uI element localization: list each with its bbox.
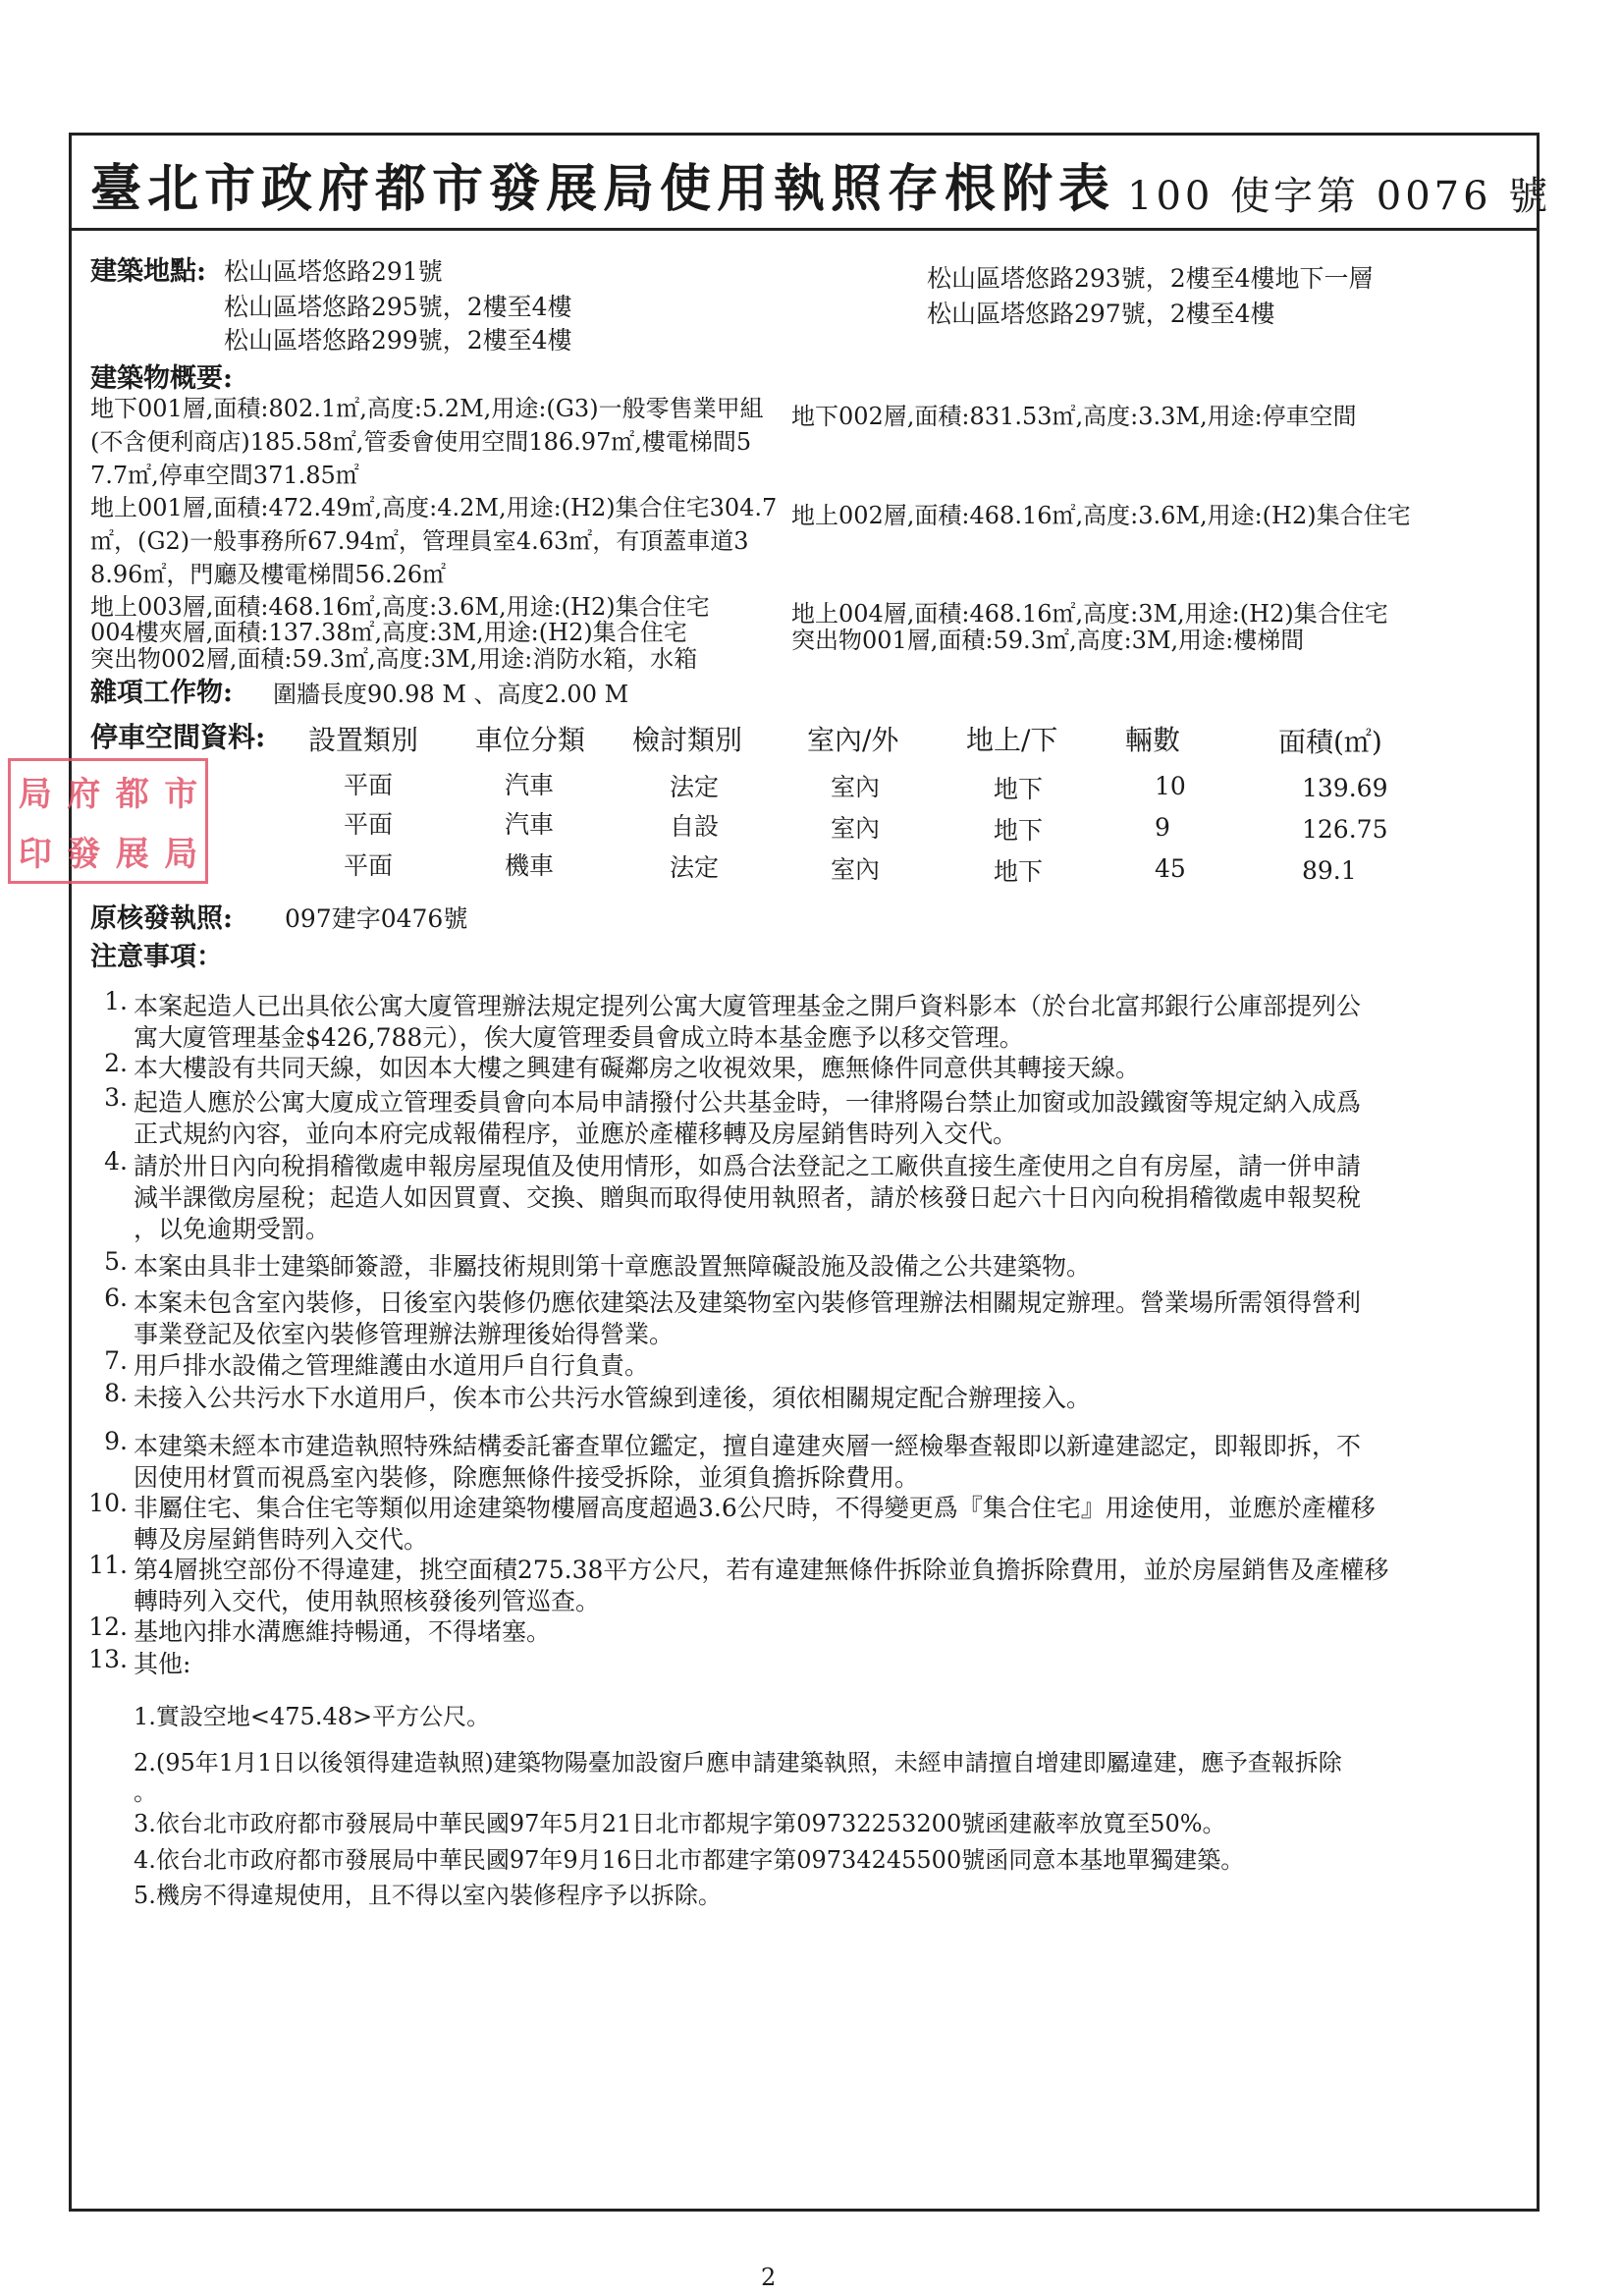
- overview-label: 建築物概要:: [90, 363, 233, 394]
- parking-col-header: 面積(㎡): [1278, 726, 1382, 758]
- note-number: 1.: [104, 987, 128, 1015]
- original-permit-value: 097建字0476號: [285, 904, 468, 933]
- overview-line: 地上004層,面積:468.16㎡,高度:3M,用途:(H2)集合住宅: [791, 600, 1388, 628]
- table-cell: 法定: [670, 773, 720, 801]
- note-text: 請於卅日內向稅捐稽徵處申報房屋現值及使用情形，如爲合法登記之工廠供直接生產使用之自有房屋，請一併申請: [134, 1152, 1362, 1180]
- table-cell: 139.69: [1302, 774, 1388, 802]
- note-number: 2.: [104, 1049, 128, 1077]
- overview-line: 7.7㎡,停車空間371.85㎡: [90, 462, 359, 489]
- other-note-text: 3.依台北市政府都市發展局中華民國97年5月21日北市都規字第09732253200號函建蔽率放寬至50%。: [134, 1810, 1226, 1837]
- other-note-text: 5.機房不得違規使用，且不得以室內裝修程序予以拆除。: [134, 1882, 722, 1909]
- note-number: 5.: [104, 1247, 128, 1276]
- note-text: 未接入公共污水下水道用戶，俟本市公共污水管線到達後，須依相關規定配合辦理接入。: [134, 1384, 1092, 1412]
- parking-col-header: 檢討類別: [632, 724, 743, 756]
- overview-line: 地下002層,面積:831.53㎡,高度:3.3M,用途:停車空間: [791, 403, 1357, 430]
- overview-line: ㎡，(G2)一般事務所67.94㎡，管理員室4.63㎡，有頂蓋車道3: [90, 527, 749, 555]
- note-text: 非屬住宅、集合住宅等類似用途建築物樓層高度超過3.6公尺時，不得變更爲『集合住宅』用途使用，並應於產權移: [134, 1494, 1376, 1522]
- note-number: 10.: [88, 1489, 128, 1517]
- overview-line: 004樓夾層,面積:137.38㎡,高度:3M,用途:(H2)集合住宅: [90, 619, 687, 646]
- overview-line: 突出物001層,面積:59.3㎡,高度:3M,用途:樓梯間: [791, 627, 1305, 654]
- parking-label: 停車空間資料:: [90, 721, 266, 753]
- note-text: 事業登記及依室內裝修管理辦法辦理後始得營業。: [134, 1320, 675, 1348]
- note-text: 用戶排水設備之管理維護由水道用戶自行負責。: [134, 1351, 650, 1380]
- other-note-text: 4.依台北市政府都市發展局中華民國97年9月16日北市都建字第09734245500號函同意本基地單獨建築。: [134, 1846, 1245, 1874]
- overview-line: 突出物002層,面積:59.3㎡,高度:3M,用途:消防水箱，水箱: [90, 645, 698, 673]
- note-text: 轉及房屋銷售時列入交代。: [134, 1525, 429, 1554]
- overview-line: 地上001層,面積:472.49㎡,高度:4.2M,用途:(H2)集合住宅304.7: [90, 494, 778, 521]
- site-address: 松山區塔悠路297號，2樓至4樓: [927, 300, 1275, 328]
- page-number: 2: [761, 2264, 777, 2291]
- note-number: 11.: [88, 1551, 128, 1579]
- table-cell: 室內: [831, 773, 881, 801]
- note-number: 7.: [104, 1346, 128, 1375]
- table-cell: 平面: [344, 771, 394, 799]
- other-note-text: 2.(95年1月1日以後領得建造執照)建築物陽臺加設窗戶應申請建築執照，未經申請擅自增建即屬違建，應予查報拆除: [134, 1749, 1342, 1777]
- note-number: 3.: [104, 1083, 128, 1112]
- note-text: ，以免逾期受罰。: [134, 1215, 331, 1243]
- note-text: 減半課徵房屋稅；起造人如因買賣、交換、贈與而取得使用執照者，請於核發日起六十日內向稅捐稽徵處申報契稅: [134, 1183, 1362, 1212]
- official-seal-stamp: 局 府 都 市 印 發 展 局: [8, 758, 208, 884]
- overview-line: 8.96㎡，門廳及樓電梯間56.26㎡: [90, 561, 447, 588]
- site-address: 松山區塔悠路295號，2樓至4樓: [224, 293, 572, 321]
- document-title: 臺北市政府都市發展局使用執照存根附表: [90, 159, 1116, 219]
- table-cell: 地下: [994, 775, 1044, 803]
- table-cell: 自設: [670, 812, 720, 841]
- table-cell: 地下: [994, 816, 1044, 845]
- note-text: 正式規約內容，並向本府完成報備程序，並應於產權移轉及房屋銷售時列入交代。: [134, 1120, 1018, 1148]
- parking-col-header: 設置類別: [308, 724, 419, 756]
- misc-value: 圍牆長度90.98 M 、高度2.00 M: [273, 681, 629, 708]
- table-cell: 室內: [831, 855, 881, 884]
- note-number: 8.: [104, 1379, 128, 1407]
- other-note-text: 。: [134, 1778, 157, 1806]
- overview-line: (不含便利商店)185.58㎡,管委會使用空間186.97㎡,樓電梯間5: [90, 428, 752, 456]
- table-cell: 汽車: [505, 771, 555, 799]
- table-cell: 126.75: [1302, 815, 1388, 844]
- site-label: 建築地點:: [90, 256, 206, 287]
- note-text: 本大樓設有共同天線，如因本大樓之興建有礙鄰房之收視效果，應無條件同意供其轉接天線。: [134, 1054, 1141, 1082]
- table-cell: 89.1: [1302, 856, 1357, 885]
- note-number: 13.: [88, 1645, 128, 1673]
- notes-label: 注意事項：: [90, 942, 223, 972]
- note-text: 寓大廈管理基金$426,788元），俟大廈管理委員會成立時本基金應予以移交管理。: [134, 1023, 1024, 1052]
- note-text: 第4層挑空部份不得違建，挑空面積275.38平方公尺，若有違建無條件拆除並負擔拆除費用，並於房屋銷售及產權移: [134, 1556, 1389, 1584]
- site-address: 松山區塔悠路291號: [224, 257, 443, 286]
- overview-line: 地上003層,面積:468.16㎡,高度:3.6M,用途:(H2)集合住宅: [90, 593, 710, 621]
- table-cell: 平面: [344, 810, 394, 839]
- table-cell: 室內: [831, 814, 881, 843]
- note-number: 4.: [104, 1147, 128, 1175]
- note-text: 因使用材質而視爲室內裝修，除應無條件接受拆除，並須負擔拆除費用。: [134, 1463, 920, 1492]
- other-note-text: 1.實設空地<475.48>平方公尺。: [134, 1703, 491, 1730]
- parking-col-header: 輛數: [1125, 724, 1181, 756]
- note-text: 本建築未經本市建造執照特殊結構委託審查單位鑑定，擅自違建夾層一經檢舉查報即以新違建認定，即報即拆，不: [134, 1432, 1362, 1460]
- table-cell: 地下: [994, 857, 1044, 886]
- parking-col-header: 車位分類: [475, 724, 586, 756]
- overview-line: 地上002層,面積:468.16㎡,高度:3.6M,用途:(H2)集合住宅: [791, 502, 1411, 529]
- note-text: 其他:: [134, 1650, 191, 1678]
- note-text: 起造人應於公寓大廈成立管理委員會向本局申請撥付公共基金時，一律將陽台禁止加窗或加設鐵窗等規定納入成爲: [134, 1088, 1362, 1117]
- permit-number: 100 使字第 0076 號: [1127, 174, 1552, 219]
- original-permit-label: 原核發執照:: [90, 903, 233, 934]
- header-divider: [69, 228, 1540, 231]
- table-cell: 平面: [344, 851, 394, 880]
- note-text: 本案起造人已出具依公寓大廈管理辦法規定提列公寓大廈管理基金之開戶資料影本（於台北富邦銀行公庫部提列公: [134, 992, 1362, 1020]
- table-cell: 10: [1155, 772, 1186, 800]
- parking-col-header: 室內/外: [807, 724, 899, 756]
- note-number: 12.: [88, 1613, 128, 1641]
- table-cell: 9: [1155, 813, 1170, 842]
- parking-col-header: 地上/下: [966, 724, 1058, 756]
- misc-label: 雜項工作物:: [90, 678, 233, 708]
- note-text: 本案未包含室內裝修，日後室內裝修仍應依建築法及建築物室內裝修管理辦法相關規定辦理。營業場所需領得營利: [134, 1288, 1362, 1317]
- overview-line: 地下001層,面積:802.1㎡,高度:5.2M,用途:(G3)一般零售業甲組: [90, 395, 764, 422]
- table-cell: 機車: [505, 851, 555, 880]
- note-number: 9.: [104, 1427, 128, 1455]
- table-cell: 法定: [670, 853, 720, 882]
- note-text: 本案由具非士建築師簽證，非屬技術規則第十章應設置無障礙設施及設備之公共建築物。: [134, 1252, 1092, 1281]
- site-address: 松山區塔悠路293號，2樓至4樓地下一層: [927, 264, 1374, 293]
- table-cell: 45: [1155, 854, 1186, 883]
- site-address: 松山區塔悠路299號，2樓至4樓: [224, 326, 572, 355]
- note-text: 基地內排水溝應維持暢通，不得堵塞。: [134, 1617, 552, 1646]
- note-text: 轉時列入交代，使用執照核發後列管巡查。: [134, 1587, 601, 1615]
- note-number: 6.: [104, 1284, 128, 1312]
- table-cell: 汽車: [505, 810, 555, 839]
